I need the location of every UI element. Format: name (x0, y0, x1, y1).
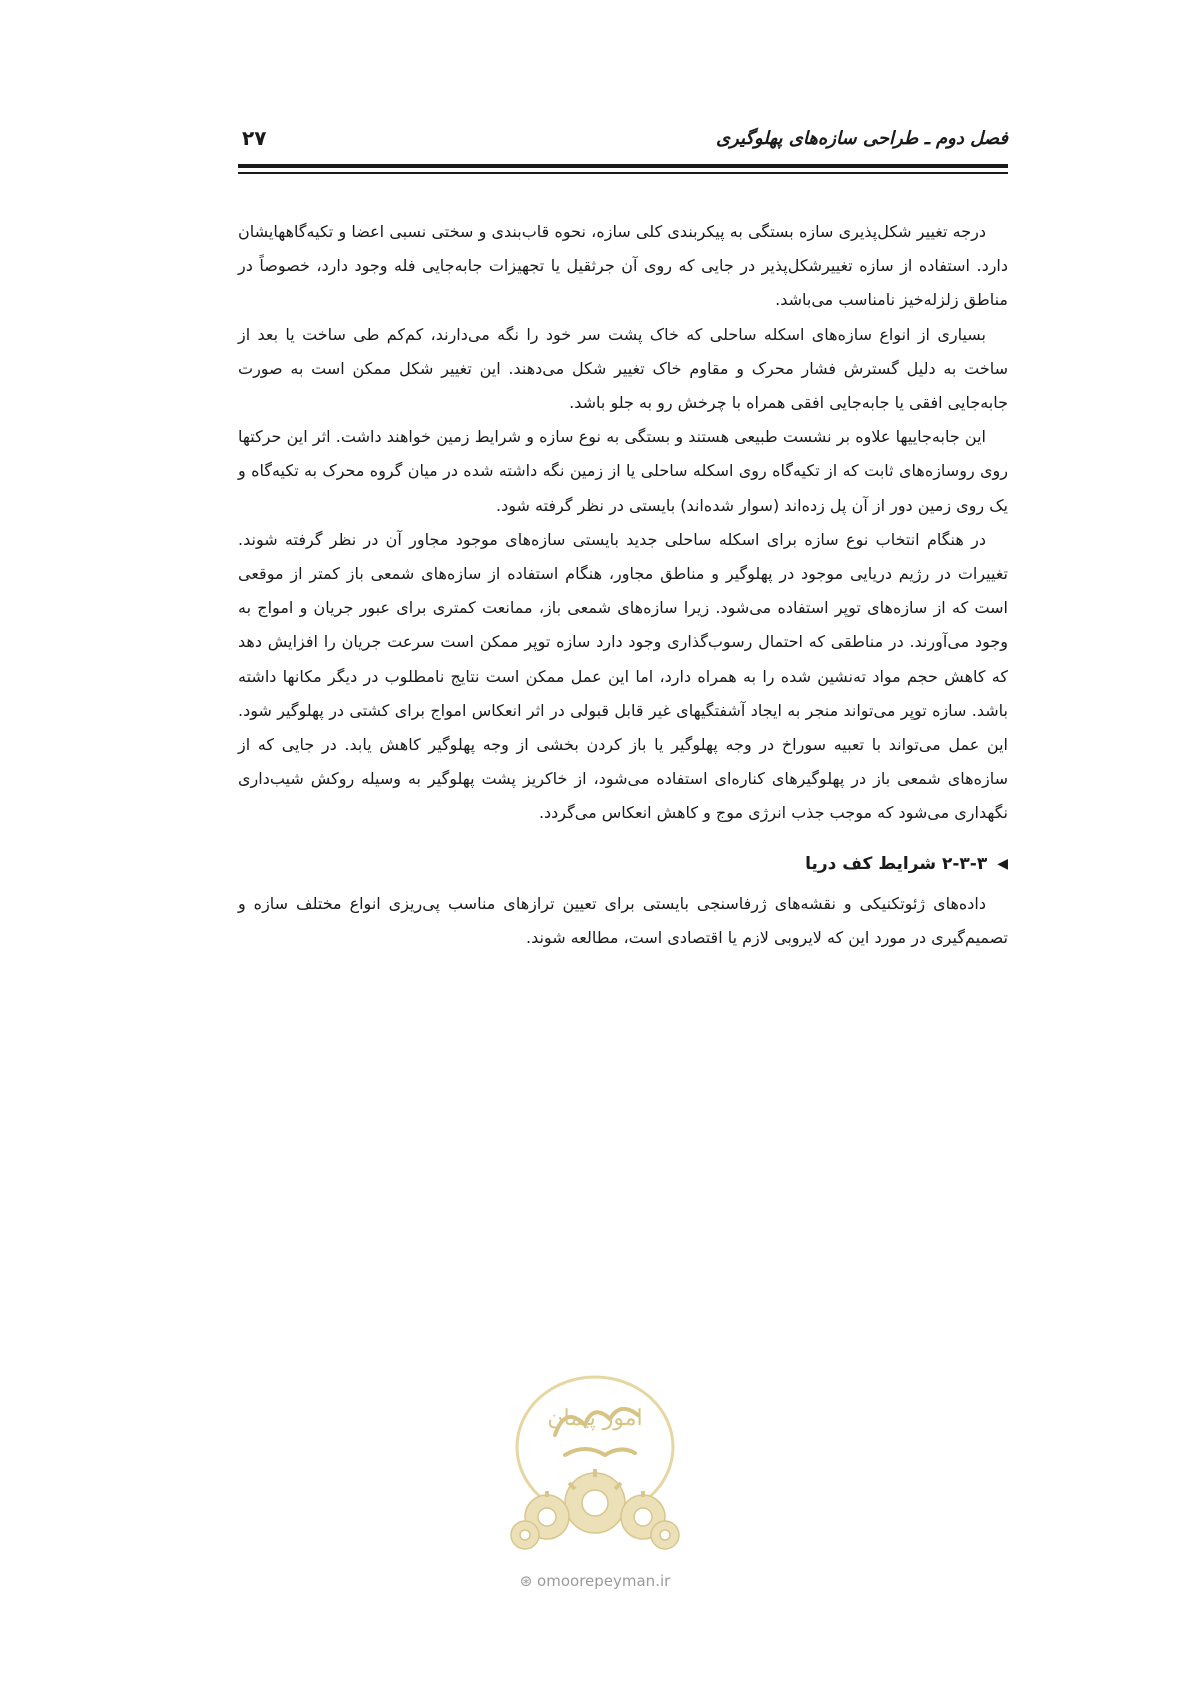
logo-caption (465, 1572, 725, 1590)
gear-emblem-icon (495, 1365, 695, 1565)
page-content (238, 215, 1008, 955)
running-title: فصل دوم ـ طراحی سازه‌های پهلوگیری (715, 128, 1008, 149)
paragraph-1: درجه تغییر شکل‌پذیری سازه بستگی به پیکربندی کلی سازه، نحوه قاب‌بندی و سختی نسبی اعضا و تکیه‌گاههایشان دارد. استفاده از سازه تغییرشکل‌پذیر در جایی که روی آن جرثقیل یا تجهیزات جابه‌جایی فله وجود دارد، خصوصاً در مناطق زلزله‌خیز نامناسب می‌باشد. (238, 222, 1008, 310)
header-rule-thin (238, 172, 1008, 174)
section-heading-text: ۲-۳-۳ شرایط کف دریا (805, 853, 988, 874)
triangle-marker-icon: ◀ (997, 855, 1008, 872)
section-paragraph: داده‌های ژئوتکنیکی و نقشه‌های ژرفاسنجی بایستی برای تعیین ترازهای مناسب پی‌ریزی انواع مختلف سازه و تصمیم‌گیری در مورد این که لایروبی لازم یا اقتصادی است، مطالعه شوند. (238, 893, 1008, 948)
logo-caption-text: omoorepeyman.ir (537, 1572, 671, 1590)
page-number: ۲۷ (242, 126, 267, 150)
header-rule-thick (238, 164, 1008, 168)
globe-icon: ⊛ (519, 1572, 533, 1590)
section-heading (238, 847, 1008, 881)
paragraph-3: این جابه‌جاییها علاوه بر نشست طبیعی هستند و بستگی به نوع سازه و شرایط زمین خواهند داشت. اثر این حرکتها روی روسازه‌های ثابت که از تکیه‌گاه روی اسکله ساحلی یا از زمین نگه داشته شده در میان گروه محرک به تکیه‌گاه و یک روی زمین دور از آن پل زده‌اند (سوار شده‌اند) بایستی در نظر گرفته شود. (238, 427, 1008, 515)
logo-emblem-text: امور پیمان (547, 1406, 643, 1431)
page-header (238, 124, 1008, 164)
paragraph-2: بسیاری از انواع سازه‌های اسکله ساحلی که خاک پشت سر خود را نگه می‌دارند، کم‌کم طی ساخت یا بعد از ساخت به دلیل گسترش فشار محرک و مقاوم خاک تغییر شکل می‌دهند. این تغییر شکل ممکن است به صورت جابه‌جایی افقی یا جابه‌جایی افقی همراه با چرخش رو به جلو باشد. (238, 324, 1008, 413)
paragraph-4: در هنگام انتخاب نوع سازه برای اسکله ساحلی جدید بایستی سازه‌های موجود مجاور آن در نظر گرفته شوند. تغییرات در رژیم دریایی موجود در پهلوگیر و مناطق مجاور، هنگام استفاده از سازه‌های شمعی باز کمتر از موقعی است که از سازه‌های توپر استفاده می‌شود. زیرا سازه‌های شمعی باز، ممانعت کمتری برای عبور جریان و امواج به وجود می‌آورند. در مناطقی که احتمال رسوب‌گذاری وجود دارد سازه توپر ممکن است سرعت جریان را افزایش دهد که کاهش حجم مواد ته‌نشین شده را به همراه دارد، اما این عمل ممکن است نتایج نامطلوب در دیگر مکانها داشته باشد. سازه توپر می‌تواند منجر به ایجاد آشفتگیهای غیر قابل قبولی در اثر انعکاس امواج برای کشتی در پهلوگیر شود. این عمل می‌تواند با تعبیه سوراخ در وجه پهلوگیر یا باز کردن بخشی از وجه پهلوگیر کاهش یابد. در جایی که از سازه‌های شمعی باز در پهلوگیرهای کناره‌ای استفاده می‌شود، از خاکریز پشت پهلوگیر به وسیله روکش شیب‌داری نگهداری می‌شود که موجب جذب انرژی موج و کاهش انعکاس می‌گردد. (238, 529, 1008, 823)
watermark-logo (495, 1365, 695, 1565)
